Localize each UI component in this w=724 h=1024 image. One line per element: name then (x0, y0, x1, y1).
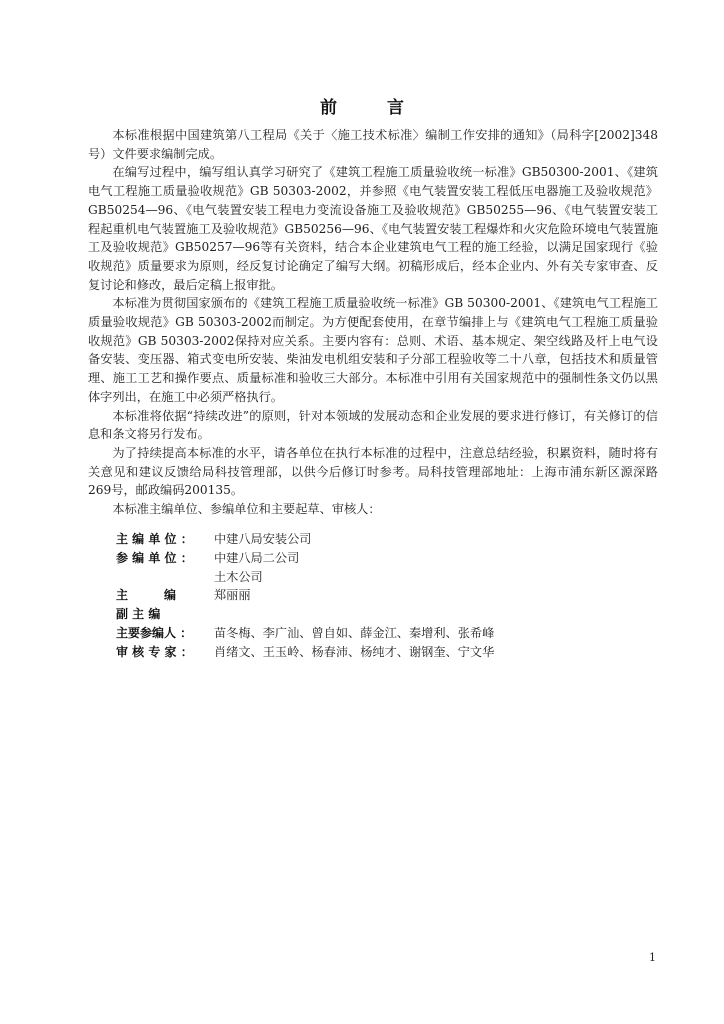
staff-value: 土木公司 (214, 569, 263, 584)
preface-body (88, 126, 658, 519)
paragraph-2: 在编写过程中，编写组认真学习研究了《建筑工程施工质量验收统一标准》GB50300-2001、《建筑电气工程施工质量验收规范》GB 50303-2002，并参照《电气装置安装工程低压电器施工及验收规范》GB50254—96、《电气装置安装工程电力变流设备施工及验收规范》GB50255—96、《电气装置安装工程起重机电气装置施工及验收规范》GB50256—96、《电气装置安装工程爆炸和火灾危险环境电气装置施工及验收规范》GB50257—96等有关资料，结合本企业建筑电气工程的施工经验，以满足国家现行《验收规范》质量要求为原则，经反复讨论确定了编写大纲。初稿形成后，经本企业内、外有关专家审查、反复讨论和修改，最后定稿上报审批。 (88, 165, 658, 292)
staff-role: 审 核 专 家 ： (116, 644, 193, 659)
paragraph-6: 本标准主编单位、参编单位和主要起草、审核人： (112, 502, 381, 517)
staff-value: 郑丽丽 (214, 588, 251, 603)
page-title: 前 言 (320, 98, 426, 118)
staff-list (116, 530, 494, 662)
staff-role: 主 编 单 位 ： (116, 532, 193, 546)
staff-role (116, 568, 214, 587)
staff-row-main-contributors (116, 624, 494, 643)
staff-role: 主 编 (116, 588, 177, 603)
staff-role: 主要参编人 ： (116, 625, 193, 640)
staff-row-deputy-editor (116, 605, 494, 624)
paragraph-5: 为了持续提高本标准的水平，请各单位在执行本标准的过程中，注意总结经验，积累资料，随时将有关意见和建议反馈给局科技管理部，以供今后修订时参考。局科技管理部地址：上海市浦东新区源深路269号，邮政编码200135。 (88, 445, 658, 498)
staff-role: 副 主 编 (116, 607, 161, 622)
staff-value: 苗冬梅、李广汕、曾自如、薛金江、秦增利、张希峰 (214, 625, 495, 640)
staff-row-reviewers (116, 643, 494, 662)
page-number: 1 (649, 951, 656, 964)
staff-row-participating-unit-2 (116, 568, 494, 587)
staff-value: 肖绪文、王玉岭、杨春沛、杨纯才、谢钢奎、宁文华 (214, 644, 495, 659)
staff-row-chief-unit (116, 530, 494, 549)
staff-value: 中建八局二公司 (214, 550, 300, 565)
staff-value: 中建八局安装公司 (214, 532, 312, 546)
paragraph-1: 本标准根据中国建筑第八工程局《关于〈施工技术标准〉编制工作安排的通知》（局科字[2002]348号）文件要求编制完成。 (88, 128, 658, 161)
staff-row-participating-unit (116, 549, 494, 568)
paragraph-4: 本标准将依据“持续改进”的原则，针对本领域的发展动态和企业发展的要求进行修订，有关修订的信息和条文将另行发布。 (88, 408, 658, 442)
paragraph-3: 本标准为贯彻国家颁布的《建筑工程施工质量验收统一标准》GB 50300-2001、《建筑电气工程施工质量验收规范》GB 50303-2002而制定。为方便配套使用，在章节编排上与《建筑电气工程施工质量验收规范》GB 50303-2002保持对应关系。主要内容有：总则、术语、基本规定、架空线路及杆上电气设备安装、变压器、箱式变电所安装、柴油发电机组安装和子分部工程验收等二十八章，包括技术和质量管理、施工工艺和操作要点、质量标准和验收三大部分。本标准中引用有关国家规范中的强制性条文仍以黑体字列出，在施工中必须严格执行。 (88, 296, 658, 404)
staff-row-chief-editor (116, 586, 494, 605)
staff-role: 参 编 单 位 ： (116, 550, 193, 565)
